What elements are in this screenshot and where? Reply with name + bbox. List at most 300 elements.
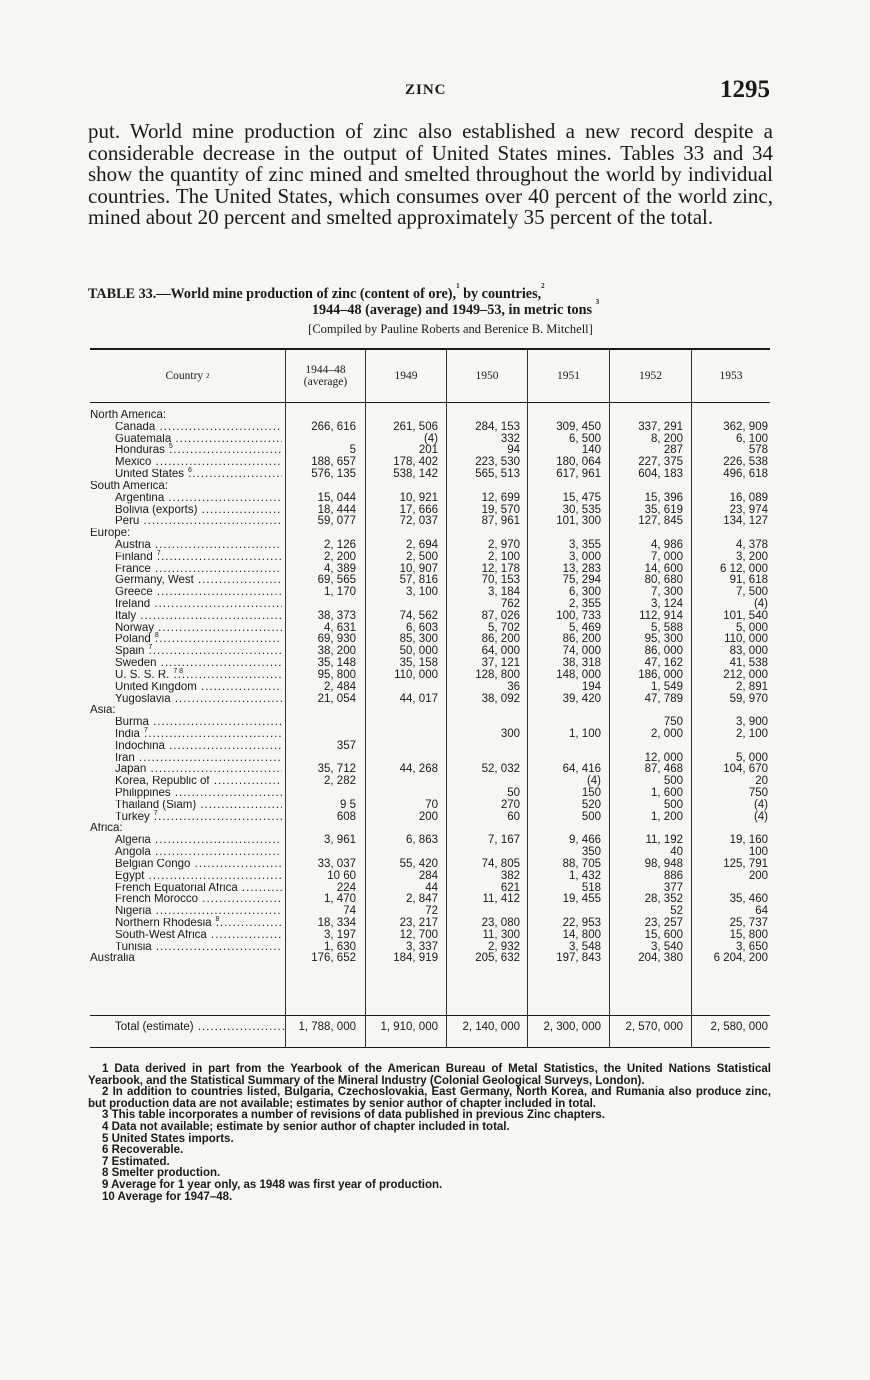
table-cell: 23, 257 [644,916,683,929]
table-cell: 621 [500,881,520,894]
country-name: Germany, West ..... [90,575,282,587]
title-footnote-ref-2: 2 [541,282,545,290]
table-cell: 35, 712 [317,763,356,776]
table-cell: 180, 064 [556,456,601,469]
table-cell: 44, 268 [399,763,438,776]
table-cell: 5, 000 [736,621,768,634]
table-cell: 44 [425,881,438,894]
title-footnote-ref-1: 1 [456,282,460,290]
table-cell: 64, 000 [481,645,520,658]
table-cell: 20 [755,775,768,788]
table-row [90,611,770,623]
table-cell: 7, 500 [736,586,768,599]
table-cell: 39, 420 [562,692,601,705]
header-1952: 1952 [639,370,662,382]
table-cell: 4, 631 [324,621,356,634]
header-1949: 1949 [394,370,418,382]
footnote: 10 Average for 1947–48. [102,1190,233,1203]
table-cell: 2, 100 [488,550,520,563]
region-label: Europe: [90,528,131,540]
table-cell: 50 [507,787,520,799]
table-cell: 19, 455 [562,893,601,906]
table-cell: 3, 100 [406,586,438,599]
total-cell: 1, 910, 000 [380,1021,438,1033]
table-cell: 69, 930 [317,633,356,646]
table-cell: 11, 300 [482,928,520,941]
table-cell: 362, 909 [723,420,768,433]
country-name: Finland ..... [90,552,282,564]
table-cell: 500 [581,810,601,823]
country-name: Guatemala ..... [90,434,282,446]
table-cell: 37, 121 [481,657,520,670]
table-cell: 4, 378 [736,538,768,551]
table-cell: 25, 737 [729,916,768,929]
table-cell: 64, 416 [562,763,601,776]
table-cell: 18, 444 [317,503,356,516]
table-cell: 100, 733 [556,609,601,622]
country-name: India ..... [90,729,282,741]
table-cell: 1, 432 [569,869,601,882]
table-cell: 112, 914 [639,609,683,622]
table-cell: 35, 460 [729,893,768,906]
header-1953: 1953 [719,370,743,382]
table-cell: 500 [663,775,683,788]
table-top-rule [90,348,770,350]
table-cell: 6, 300 [569,586,601,599]
country-name: Japan ..... [90,764,282,776]
table-cell: 72 [425,905,438,918]
country-name: Spain ..... [90,646,282,658]
country-name: Mexico ..... [90,457,282,469]
table-cell: 604, 183 [638,468,683,481]
table-cell: 212, 000 [723,668,768,681]
table-cell: 750 [748,787,768,799]
region-label: South America: [90,480,168,492]
table-cell: 2, 126 [324,538,356,551]
table-cell: 382 [500,869,520,882]
table-cell: 38, 200 [317,645,356,658]
table-cell: 104, 670 [723,763,768,776]
table-cell: 23, 217 [399,916,438,929]
table-cell: 270 [500,798,520,811]
table-cell: 125, 791 [723,857,768,870]
table-row [90,800,770,812]
header-1950: 1950 [475,370,499,382]
country-name: France ..... [90,564,282,576]
table-cell: 2, 484 [324,680,356,693]
table-cell: 74, 805 [481,857,520,870]
table-cell: 266, 616 [311,420,356,433]
table-cell: 52, 032 [481,763,520,776]
table-cell: 17, 666 [399,503,438,516]
table-cell: 205, 632 [475,952,520,965]
table-cell: 19, 570 [481,503,520,516]
table-bottom-rule [90,1047,770,1048]
table-cell: 10 60 [327,869,356,882]
table-cell: 101, 300 [556,515,601,528]
table-cell: 98, 948 [644,857,683,870]
total-cell: 1, 788, 000 [298,1021,356,1033]
country-name: French Equatorial Africa ..... [90,883,282,895]
table-row [90,930,770,942]
table-cell: 75, 294 [562,574,601,587]
table-cell: 11, 412 [482,893,520,906]
table-cell: 204, 380 [638,952,683,965]
table-cell: 184, 919 [393,952,438,965]
table-cell: 1, 549 [651,680,683,693]
country-name: Bolivia (exports) ..... [90,505,282,517]
table-row: India ..... 7 300 1, 100 2, 000 2, 100 [90,729,770,741]
table-cell: 87, 026 [481,609,520,622]
header-rule [90,402,770,403]
table-cell: 4, 986 [651,538,683,551]
table-cell: 194 [581,680,601,693]
table-cell: 88, 705 [562,857,601,870]
table-cell: 3, 961 [324,834,356,847]
table-cell: 5, 000 [736,751,768,764]
header-1951: 1951 [557,370,580,382]
country-name: Egypt ..... [90,871,282,883]
table-row [90,953,770,965]
table-body [90,410,770,965]
table-cell: 33, 037 [317,857,356,870]
table-cell: 200 [418,810,438,823]
table-row: Spain ..... 7 38, 200 50, 000 64, 000 74, 000 86, 000 83, 000 [90,646,770,658]
table-cell: 337, 291 [638,420,683,433]
table-cell: 332 [500,432,520,445]
table-cell: 309, 450 [556,420,601,433]
table-cell: 1, 200 [651,810,683,823]
table-cell: 70, 153 [481,574,520,587]
table-cell: 3, 900 [736,716,768,729]
table-cell: 287 [663,444,683,457]
table-cell: 518 [581,881,601,894]
table-cell: 3, 124 [651,598,683,610]
table-cell: 2, 891 [736,680,768,693]
country-name: Thailand (Siam) ..... [90,800,282,812]
table-cell: 86, 200 [481,633,520,646]
country-name: Iran ..... [90,753,282,765]
table-cell: 16, 089 [729,491,768,504]
table-cell: 357 [336,739,356,752]
table-cell: 3, 200 [736,550,768,563]
table-cell: 10, 907 [399,562,438,575]
table-cell: 1, 470 [324,893,356,906]
table-row [90,516,770,528]
table-row: Northern Rhodesia ..... 8 18, 334 23, 217 23, 080 22, 953 23, 257 25, 737 [90,918,770,930]
table-cell: 261, 506 [393,420,438,433]
footnote: 1 Data derived in part from the Yearbook of the American Bureau of Metal Statistics, the United Nations Statistical Yearbook, and the Statistical Summary of the Mineral Industry (Colonial Geological Surveys, London). [88,1063,771,1087]
table-cell: 38, 373 [317,609,356,622]
table-cell: 227, 375 [638,456,683,469]
table-cell: 1, 100 [569,727,601,740]
table-cell: 3, 548 [569,940,601,953]
country-name: French Morocco ..... [90,894,282,906]
running-head [0,76,870,106]
footnote: 2 In addition to countries listed, Bulgaria, Czechoslovakia, East Germany, North Korea, and Rumania also produce zinc, but production data are not available; estimates by senior author of chapter included in total. [88,1086,771,1110]
table-cell: 2, 355 [569,598,601,610]
country-name: Argentina ..... [90,493,282,505]
table-cell: 59, 077 [317,515,356,528]
table-cell: 110, 000 [394,668,438,681]
table-cell: 91, 618 [729,574,768,587]
table-cell: 14, 600 [644,562,683,575]
table-row: U. S. S. R. ..... 7 8 95, 800 110, 000 128, 800 148, 000 186, 000 212, 000 [90,670,770,682]
table-cell: 6, 603 [406,621,438,634]
table-cell: 886 [663,869,683,882]
table-cell: 86, 000 [644,645,683,658]
country-name: Austria ..... [90,540,282,552]
country-name: Belgian Congo ..... [90,859,282,871]
table-cell: 7, 300 [651,586,683,599]
table-cell: 40 [670,846,683,859]
table-cell: 226, 538 [723,456,768,469]
table-cell: 15, 396 [644,491,683,504]
table-cell: 74 [343,905,356,918]
table-cell: 22, 953 [562,916,601,929]
table-cell: 15, 600 [644,928,683,941]
table-cell: 2, 500 [406,550,438,563]
table-cell: 188, 657 [311,456,356,469]
table-cell: 18, 334 [317,916,356,929]
table-cell: 38, 092 [481,692,520,705]
table-cell: 100 [748,846,768,859]
table-cell: 80, 680 [644,574,683,587]
table-cell: 55, 420 [399,857,438,870]
table-cell: 35, 619 [644,503,683,516]
table-cell: 617, 961 [556,468,601,481]
table-title-line1-tail: by countries, [459,286,542,302]
table-cell: 150 [581,787,601,799]
table-cell: 6 204, 200 [713,952,768,965]
table-cell: 47, 162 [644,657,683,670]
region-label: Africa: [90,823,123,835]
table-cell: 87, 468 [644,763,683,776]
table-cell: 200 [748,869,768,882]
table-cell: 12, 700 [399,928,438,941]
table-cell: 60 [507,810,520,823]
table-cell: 300 [500,727,520,740]
table-cell: 2, 282 [324,775,356,788]
table-cell: 1, 600 [651,787,683,799]
table-cell: 3, 000 [569,550,601,563]
production-table [90,348,770,1048]
table-cell: 70 [425,798,438,811]
table-cell: 15, 475 [562,491,601,504]
table-cell: 87, 961 [481,515,520,528]
table-cell: 750 [663,716,683,729]
table-cell: 500 [663,798,683,811]
table-cell: 186, 000 [638,668,683,681]
footnote: 7 Estimated. [102,1155,170,1168]
country-name: Honduras ..... [90,445,282,457]
table-row: Finland ..... 7 2, 200 2, 500 2, 100 3, 000 7, 000 3, 200 [90,552,770,564]
table-cell: 377 [663,881,683,894]
table-row [90,422,770,434]
country-name: Yugoslavia ..... [90,694,282,706]
table-cell: 41, 538 [729,657,768,670]
table-row [90,741,770,753]
table-cell: 565, 513 [475,468,520,481]
table-cell: 28, 352 [644,893,683,906]
table-cell: 110, 000 [724,633,768,646]
table-cell: 21, 054 [317,692,356,705]
table-cell: (4) [586,775,601,788]
table-cell: (4) [753,598,768,610]
table-cell: 2, 200 [324,550,356,563]
table-cell: 1, 170 [324,586,356,599]
table-cell: 23, 974 [729,503,768,516]
table-cell: 52 [670,905,683,918]
table-cell: 59, 970 [729,692,768,705]
total-label: Total (estimate) ..... [115,1016,285,1038]
table-cell: 101, 540 [723,609,768,622]
country-name: Algeria ..... [90,835,282,847]
table-cell: 23, 080 [481,916,520,929]
table-cell: 134, 127 [723,515,768,528]
table-cell: 5 [349,444,356,457]
table-cell: 12, 699 [481,491,520,504]
table-cell: 128, 800 [475,668,520,681]
table-cell: 176, 652 [311,952,356,965]
table-cell: 19, 160 [729,834,768,847]
table-cell: 30, 535 [562,503,601,516]
country-name: Indochina ..... [90,741,282,753]
running-title: ZINC [405,82,447,98]
table-row: United States ..... 6 576, 135 538, 142 565, 513 617, 961 604, 183 496, 618 [90,469,770,481]
table-cell: 284, 153 [475,420,520,433]
table-cell: (4) [753,798,768,811]
table-cell: 3, 197 [324,928,356,941]
table-row [90,694,770,706]
region-row [90,481,770,493]
table-cell: 5, 469 [569,621,601,634]
table-cell: 95, 300 [644,633,683,646]
table-cell: 12, 178 [481,562,520,575]
table-cell: 10, 921 [399,491,438,504]
total-cell: 2, 140, 000 [462,1021,520,1033]
table-row [90,540,770,552]
table-cell: 72, 037 [399,515,438,528]
table-cell: 86, 200 [562,633,601,646]
table-cell: 224 [336,881,356,894]
table-row [90,682,770,694]
total-cell: 2, 300, 000 [543,1021,601,1033]
table-cell: (4) [753,810,768,823]
body-paragraph: put. World mine production of zinc also established a new record despite a considerable decrease in the output of United States mines. Tables 33 and 34 show the quantity of zinc mined and smelted throughout the world by individual countries. The United States, which consumes over 40 percent of the world zinc, mined about 20 percent and smelted approximately 35 percent of the total. [88,119,773,230]
header-country: Country 2 [165,370,210,382]
table-cell: 2, 000 [651,727,683,740]
table-cell: 576, 135 [311,468,356,481]
table-title-line2: 1944–48 (average) and 1949–53, in metric tons [311,302,593,318]
table-row [90,859,770,871]
country-name: South-West Africa ..... [90,930,282,942]
table-cell: (4) [423,432,438,445]
table-cell: 15, 044 [317,491,356,504]
table-cell: 83, 000 [729,645,768,658]
footnote: 9 Average for 1 year only, as 1948 was first year of production. [102,1178,443,1191]
table-cell: 6, 100 [736,432,768,445]
table-cell: 50, 000 [399,645,438,658]
table-cell: 578 [748,444,768,457]
table-cell: 6, 863 [406,834,438,847]
table-cell: 7, 167 [488,834,520,847]
table-cell: 3, 650 [736,940,768,953]
table-title-line1: TABLE 33.—World mine production of zinc (content of ore), [88,286,457,302]
country-name: Peru ..... [90,516,282,528]
country-name: Norway ..... [90,623,282,635]
table-cell: 7, 000 [651,550,683,563]
table-cell: 197, 843 [556,952,601,965]
title-footnote-ref-3: 3 [595,298,600,306]
country-name: Burma ..... [90,717,282,729]
table-row: Honduras ..... 5 5 201 94 140 287 578 [90,445,770,457]
table-cell: 127, 845 [638,515,683,528]
footnote: 5 United States imports. [102,1132,234,1145]
table-cell: 64 [755,905,768,918]
table-cell: 6 12, 000 [720,562,768,575]
page-number: 1295 [720,76,770,103]
table-cell: 9, 466 [569,834,601,847]
table-cell: 2, 847 [406,893,438,906]
country-name: Northern Rhodesia ..... [90,918,282,930]
table-cell: 74, 000 [562,645,601,658]
table-cell: 95, 800 [317,668,356,681]
country-name: Sweden ..... [90,658,282,670]
country-name: Korea, Republic of ..... [90,776,282,788]
table-cell: 94 [507,444,520,457]
table-cell: 5, 702 [488,621,520,634]
table-row [90,871,770,883]
total-row [90,1016,770,1038]
table-row [90,835,770,847]
table-cell: 2, 970 [488,538,520,551]
country-name: United Kingdom ..... [90,682,282,694]
table-cell: 2, 100 [736,727,768,740]
table-compiled-by: [Compiled by Pauline Roberts and Berenice B. Mitchell] [308,322,593,336]
country-name: Angola ..... [90,847,282,859]
country-name: United States ..... [90,469,282,481]
footnote: 6 Recoverable. [102,1144,184,1157]
table-cell: 3, 355 [569,538,601,551]
table-title [88,282,783,318]
table-cell: 148, 000 [556,668,601,681]
region-label: North America: [90,410,167,421]
country-name: Turkey ..... [90,812,282,824]
table-cell: 35, 158 [399,657,438,670]
table-cell: 140 [581,444,601,457]
table-cell: 13, 283 [562,562,601,575]
table-cell: 44, 017 [399,692,438,705]
country-name: Tunisia ..... [90,942,282,954]
table-cell: 3, 337 [406,940,438,953]
table-cell: 15, 800 [729,928,768,941]
table-cell: 85, 300 [399,633,438,646]
table-row: Poland ..... 8 69, 930 85, 300 86, 200 86, 200 95, 300 110, 000 [90,634,770,646]
table-cell: 74, 562 [399,609,438,622]
header-1944-48: 1944–48 (average) [303,364,348,388]
table-cell: 57, 816 [399,574,438,587]
table-cell: 2, 694 [406,538,438,551]
total-cell: 2, 570, 000 [625,1021,683,1033]
table-cell: 4, 389 [324,562,356,575]
total-cell: 2, 580, 000 [710,1021,768,1033]
country-name: Australia [90,953,135,965]
table-cell: 38, 318 [562,657,601,670]
country-name: Canada ..... [90,422,282,434]
table-cell: 496, 618 [723,468,768,481]
table-cell: 12, 000 [644,751,683,764]
